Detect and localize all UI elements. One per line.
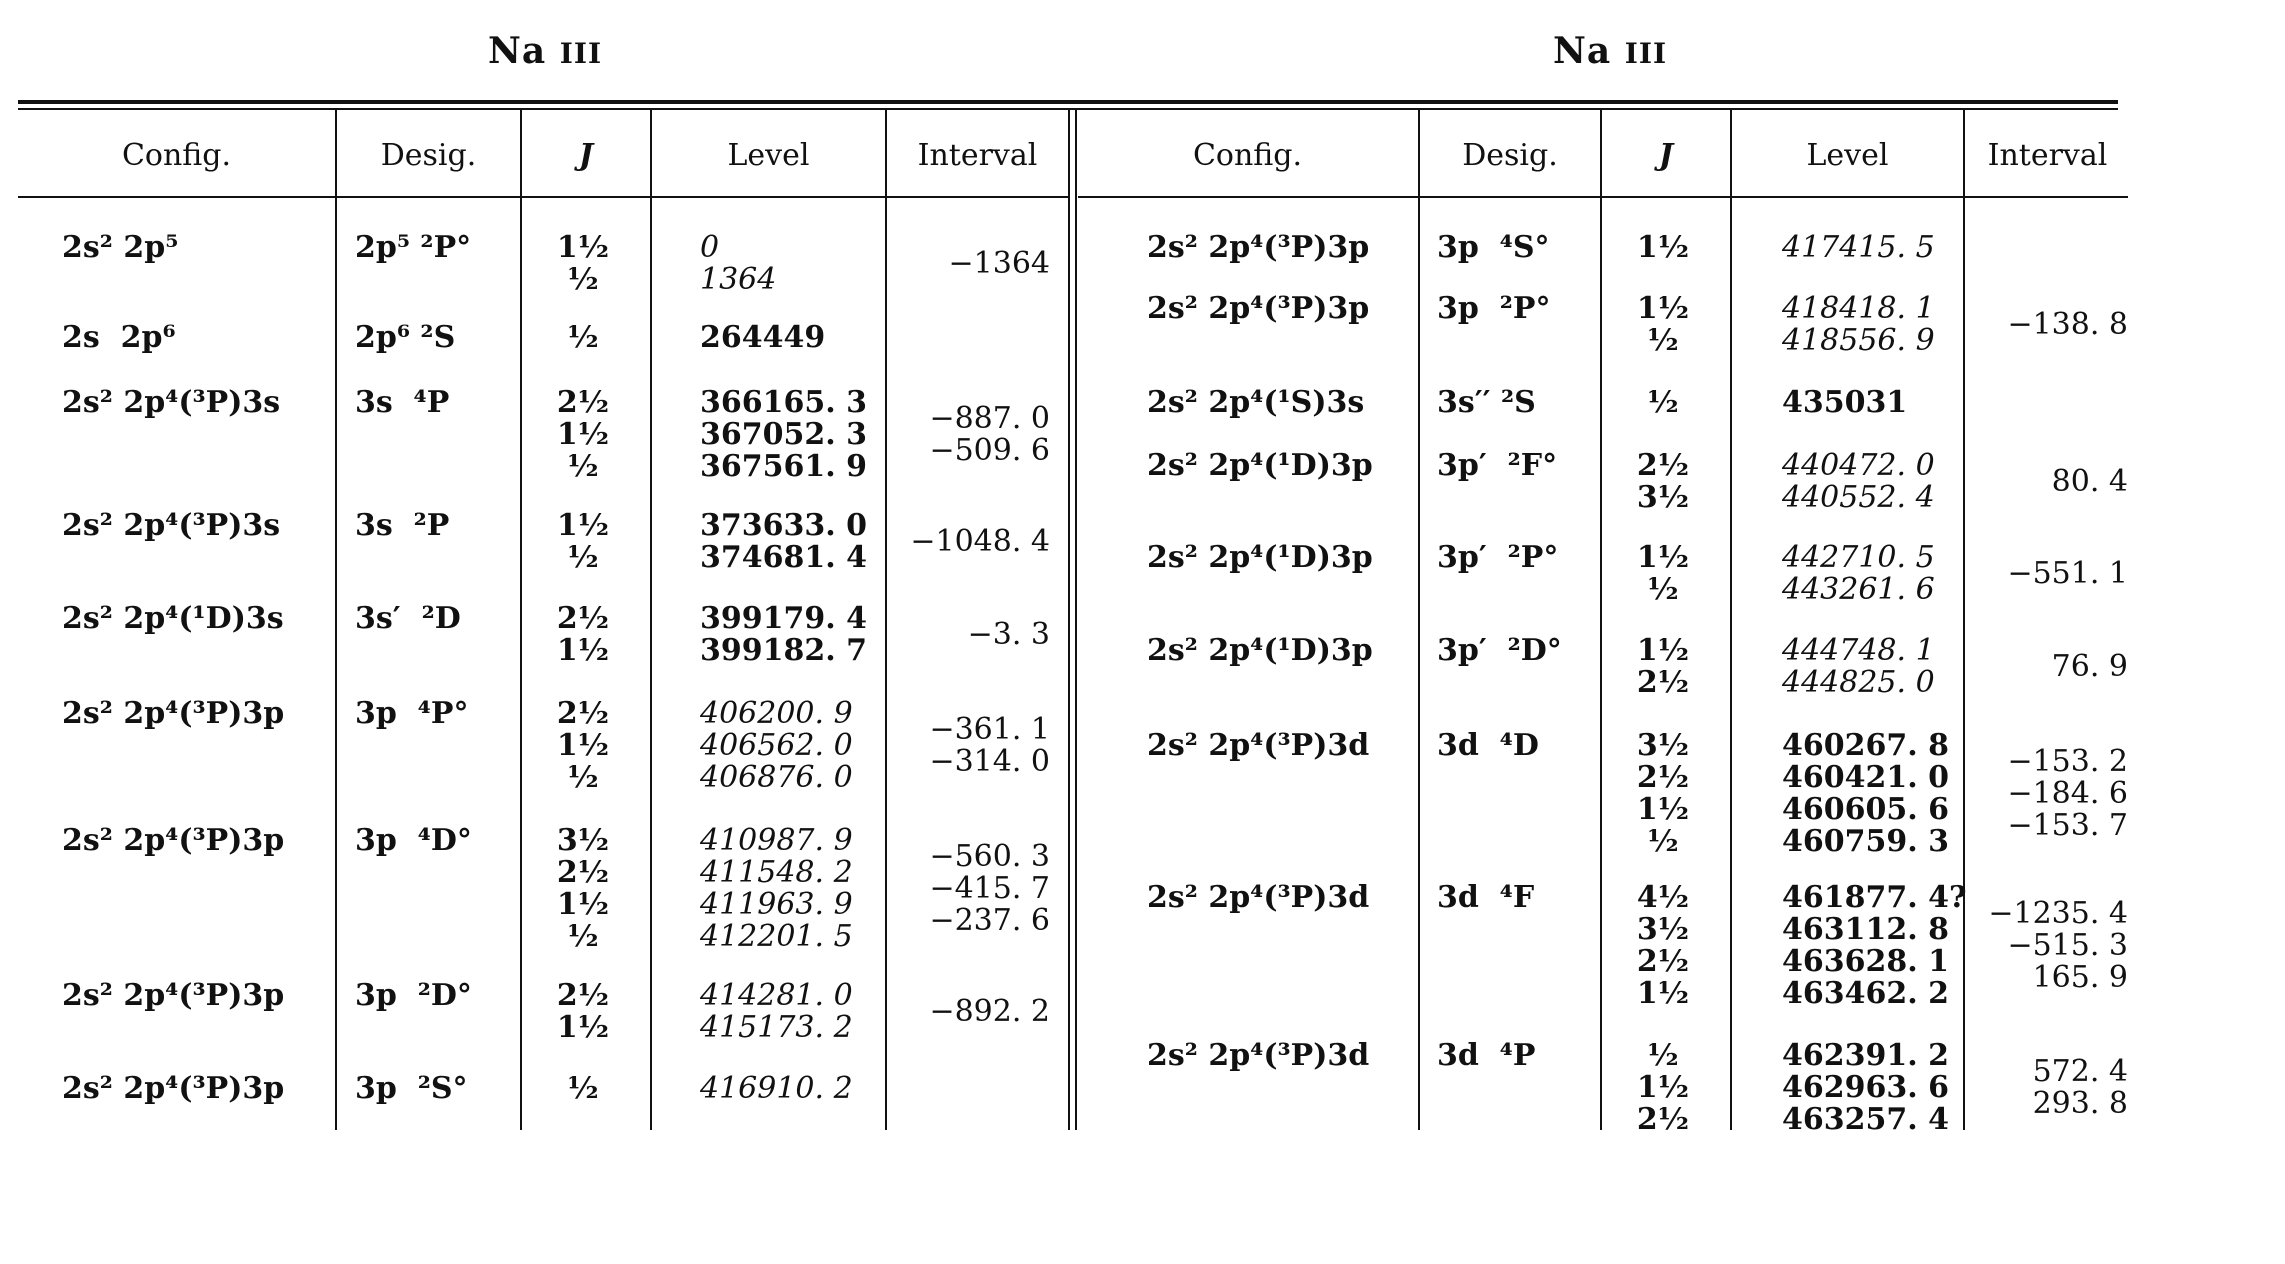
- right-config-cell: 2s² 2p⁴(¹S)3s: [1147, 385, 1365, 420]
- left-j-cell: 3½: [556, 823, 610, 858]
- left-interval-cell: −415. 7: [929, 871, 1050, 906]
- left-header-desig: Desig.: [380, 137, 477, 173]
- left-j-cell: ½: [567, 262, 599, 297]
- right-j-cell: ½: [1647, 385, 1679, 420]
- right-level-cell: 444748. 1: [1782, 633, 1935, 668]
- left-desig-cell: 2p⁵ ²P°: [355, 230, 472, 265]
- right-level-cell: 443261. 6: [1782, 572, 1935, 607]
- right-title-element: Na: [1553, 30, 1612, 72]
- left-desig-cell: 3p ⁴P°: [355, 696, 469, 731]
- left-interval-cell: −560. 3: [929, 839, 1050, 874]
- left-interval-cell: −509. 6: [929, 433, 1050, 468]
- right-col-divider-3: [1730, 110, 1732, 1130]
- left-table-title: [488, 30, 602, 72]
- left-header-rule: [18, 196, 1068, 198]
- right-j-cell: 1½: [1636, 976, 1690, 1011]
- right-config-cell: 2s² 2p⁴(¹D)3p: [1147, 540, 1373, 575]
- right-col-divider-2: [1600, 110, 1602, 1130]
- left-interval-cell: −3. 3: [967, 617, 1050, 652]
- left-interval-cell: −361. 1: [929, 712, 1050, 747]
- left-level-cell: 406562. 0: [700, 728, 853, 763]
- right-config-cell: 2s² 2p⁴(³P)3d: [1147, 880, 1370, 915]
- right-level-cell: 460759. 3: [1782, 824, 1950, 859]
- right-table-title: [1553, 30, 1667, 72]
- center-divider-b: [1075, 110, 1077, 1130]
- right-col-divider-1: [1418, 110, 1420, 1130]
- right-interval-cell: 572. 4: [2032, 1054, 2128, 1089]
- left-col-divider-1: [335, 110, 337, 1130]
- left-j-cell: 1½: [556, 230, 610, 265]
- left-j-cell: 1½: [556, 508, 610, 543]
- right-j-cell: 2½: [1636, 665, 1690, 700]
- right-config-cell: 2s² 2p⁴(³P)3d: [1147, 728, 1370, 763]
- right-j-cell: 1½: [1636, 1070, 1690, 1105]
- right-j-cell: ½: [1647, 572, 1679, 607]
- right-header-level: Level: [1806, 137, 1889, 173]
- left-level-cell: 1364: [700, 262, 777, 297]
- left-interval-cell: −314. 0: [929, 744, 1050, 779]
- right-j-cell: 1½: [1636, 792, 1690, 827]
- right-config-cell: 2s² 2p⁴(¹D)3p: [1147, 448, 1373, 483]
- right-j-cell: 1½: [1636, 633, 1690, 668]
- left-j-cell: ½: [567, 540, 599, 575]
- left-col-divider-3: [650, 110, 652, 1130]
- right-j-cell: ½: [1647, 1038, 1679, 1073]
- left-j-cell: ½: [567, 760, 599, 795]
- right-level-cell: 440472. 0: [1782, 448, 1935, 483]
- left-desig-cell: 3s′ ²D: [355, 601, 461, 636]
- right-interval-cell: 80. 4: [2051, 464, 2128, 499]
- left-level-cell: 415173. 2: [700, 1010, 853, 1045]
- right-interval-cell: 76. 9: [2051, 649, 2128, 684]
- right-level-cell: 418556. 9: [1782, 323, 1935, 358]
- right-j-cell: 1½: [1636, 230, 1690, 265]
- right-j-cell: 2½: [1636, 944, 1690, 979]
- left-config-cell: 2s² 2p⁴(³P)3s: [62, 385, 281, 420]
- left-j-cell: ½: [567, 919, 599, 954]
- left-desig-cell: 3s ²P: [355, 508, 450, 543]
- left-level-cell: 411963. 9: [700, 887, 853, 922]
- right-level-cell: 462963. 6: [1782, 1070, 1950, 1105]
- left-level-cell: 373633. 0: [700, 508, 868, 543]
- left-interval-cell: −892. 2: [929, 994, 1050, 1029]
- left-j-cell: 1½: [556, 887, 610, 922]
- left-desig-cell: 3p ²S°: [355, 1071, 468, 1106]
- left-header-level: Level: [727, 137, 810, 173]
- left-level-cell: 399182. 7: [700, 633, 868, 668]
- right-j-cell: 1½: [1636, 540, 1690, 575]
- right-level-cell: 460267. 8: [1782, 728, 1950, 763]
- right-level-cell: 462391. 2: [1782, 1038, 1950, 1073]
- left-level-cell: 374681. 4: [700, 540, 868, 575]
- right-desig-cell: 3p ⁴S°: [1437, 230, 1550, 265]
- right-j-cell: 1½: [1636, 291, 1690, 326]
- right-title-ion: III: [1624, 37, 1668, 70]
- right-config-cell: 2s² 2p⁴(¹D)3p: [1147, 633, 1373, 668]
- right-header-j: J: [1658, 137, 1674, 173]
- right-j-cell: 3½: [1636, 480, 1690, 515]
- right-level-cell: 444825. 0: [1782, 665, 1935, 700]
- left-header-config: Config.: [121, 137, 232, 173]
- left-j-cell: 2½: [556, 385, 610, 420]
- left-desig-cell: 3p ⁴D°: [355, 823, 472, 858]
- right-j-cell: 2½: [1636, 760, 1690, 795]
- right-config-cell: 2s² 2p⁴(³P)3p: [1147, 230, 1370, 265]
- right-level-cell: 461877. 4?: [1782, 880, 1967, 915]
- left-j-cell: ½: [567, 320, 599, 355]
- left-interval-cell: −237. 6: [929, 903, 1050, 938]
- right-level-cell: 463462. 2: [1782, 976, 1950, 1011]
- right-config-cell: 2s² 2p⁴(³P)3d: [1147, 1038, 1370, 1073]
- right-level-cell: 440552. 4: [1782, 480, 1935, 515]
- left-config-cell: 2s 2p⁶: [62, 320, 176, 355]
- right-desig-cell: 3p′ ²P°: [1437, 540, 1559, 575]
- right-interval-cell: −184. 6: [2007, 776, 2128, 811]
- right-desig-cell: 3p′ ²D°: [1437, 633, 1562, 668]
- left-level-cell: 406200. 9: [700, 696, 853, 731]
- right-j-cell: 2½: [1636, 1102, 1690, 1137]
- right-desig-cell: 3d ⁴D: [1437, 728, 1539, 763]
- left-j-cell: 2½: [556, 601, 610, 636]
- right-desig-cell: 3s′′ ²S: [1437, 385, 1536, 420]
- left-level-cell: 416910. 2: [700, 1071, 853, 1106]
- left-j-cell: 1½: [556, 1010, 610, 1045]
- left-col-divider-2: [520, 110, 522, 1130]
- right-header-desig: Desig.: [1462, 137, 1558, 173]
- right-desig-cell: 3p ²P°: [1437, 291, 1551, 326]
- left-j-cell: 1½: [556, 728, 610, 763]
- right-desig-cell: 3p′ ²F°: [1437, 448, 1558, 483]
- left-j-cell: ½: [567, 1071, 599, 1106]
- right-level-cell: 463257. 4: [1782, 1102, 1950, 1137]
- right-interval-cell: −138. 8: [2007, 307, 2128, 342]
- right-j-cell: ½: [1647, 824, 1679, 859]
- left-config-cell: 2s² 2p⁴(³P)3p: [62, 1071, 285, 1106]
- right-header-interval: Interval: [1987, 137, 2108, 173]
- right-level-cell: 463628. 1: [1782, 944, 1950, 979]
- right-header-config: Config.: [1192, 137, 1303, 173]
- left-title-element: Na: [488, 30, 547, 72]
- right-j-cell: 4½: [1636, 880, 1690, 915]
- right-desig-cell: 3d ⁴P: [1437, 1038, 1536, 1073]
- left-config-cell: 2s² 2p⁴(¹D)3s: [62, 601, 284, 636]
- right-level-cell: 460605. 6: [1782, 792, 1950, 827]
- right-col-divider-4: [1963, 110, 1965, 1130]
- left-j-cell: 2½: [556, 855, 610, 890]
- left-level-cell: 410987. 9: [700, 823, 853, 858]
- left-header-interval: Interval: [917, 137, 1038, 173]
- right-level-cell: 418418. 1: [1782, 291, 1935, 326]
- right-interval-cell: −153. 2: [2007, 744, 2128, 779]
- right-j-cell: ½: [1647, 323, 1679, 358]
- left-level-cell: 264449: [700, 320, 826, 355]
- left-level-cell: 367052. 3: [700, 417, 868, 452]
- left-j-cell: 2½: [556, 696, 610, 731]
- right-interval-cell: −153. 7: [2007, 808, 2128, 843]
- left-level-cell: 411548. 2: [700, 855, 853, 890]
- center-divider-a: [1068, 110, 1070, 1130]
- left-level-cell: 406876. 0: [700, 760, 853, 795]
- right-level-cell: 460421. 0: [1782, 760, 1950, 795]
- right-interval-cell: −551. 1: [2007, 556, 2128, 591]
- right-header-rule: [1078, 196, 2128, 198]
- right-interval-cell: 293. 8: [2032, 1086, 2128, 1121]
- right-interval-cell: −515. 3: [2007, 928, 2128, 963]
- left-level-cell: 0: [700, 230, 720, 265]
- left-config-cell: 2s² 2p⁴(³P)3p: [62, 696, 285, 731]
- left-col-divider-4: [885, 110, 887, 1130]
- right-interval-cell: 165. 9: [2032, 960, 2128, 995]
- left-level-cell: 399179. 4: [700, 601, 868, 636]
- left-level-cell: 414281. 0: [700, 978, 853, 1013]
- top-rule-thick: [18, 100, 2118, 104]
- left-j-cell: ½: [567, 449, 599, 484]
- left-j-cell: 2½: [556, 978, 610, 1013]
- left-level-cell: 412201. 5: [700, 919, 853, 954]
- right-config-cell: 2s² 2p⁴(³P)3p: [1147, 291, 1370, 326]
- right-level-cell: 463112. 8: [1782, 912, 1950, 947]
- right-interval-cell: −1235. 4: [1988, 896, 2128, 931]
- left-level-cell: 367561. 9: [700, 449, 868, 484]
- right-level-cell: 442710. 5: [1782, 540, 1935, 575]
- left-level-cell: 366165. 3: [700, 385, 868, 420]
- right-j-cell: 3½: [1636, 728, 1690, 763]
- left-j-cell: 1½: [556, 633, 610, 668]
- left-interval-cell: −1364: [948, 246, 1050, 281]
- left-title-ion: III: [559, 37, 603, 70]
- left-desig-cell: 3s ⁴P: [355, 385, 450, 420]
- left-config-cell: 2s² 2p⁵: [62, 230, 179, 265]
- left-desig-cell: 2p⁶ ²S: [355, 320, 456, 355]
- left-config-cell: 2s² 2p⁴(³P)3p: [62, 823, 285, 858]
- left-config-cell: 2s² 2p⁴(³P)3p: [62, 978, 285, 1013]
- left-desig-cell: 3p ²D°: [355, 978, 472, 1013]
- left-j-cell: 1½: [556, 417, 610, 452]
- left-interval-cell: −887. 0: [929, 401, 1050, 436]
- left-config-cell: 2s² 2p⁴(³P)3s: [62, 508, 281, 543]
- right-level-cell: 435031: [1782, 385, 1908, 420]
- right-j-cell: 3½: [1636, 912, 1690, 947]
- left-interval-cell: −1048. 4: [910, 524, 1050, 559]
- right-desig-cell: 3d ⁴F: [1437, 880, 1535, 915]
- right-j-cell: 2½: [1636, 448, 1690, 483]
- left-header-j: J: [578, 137, 594, 173]
- right-level-cell: 417415. 5: [1782, 230, 1935, 265]
